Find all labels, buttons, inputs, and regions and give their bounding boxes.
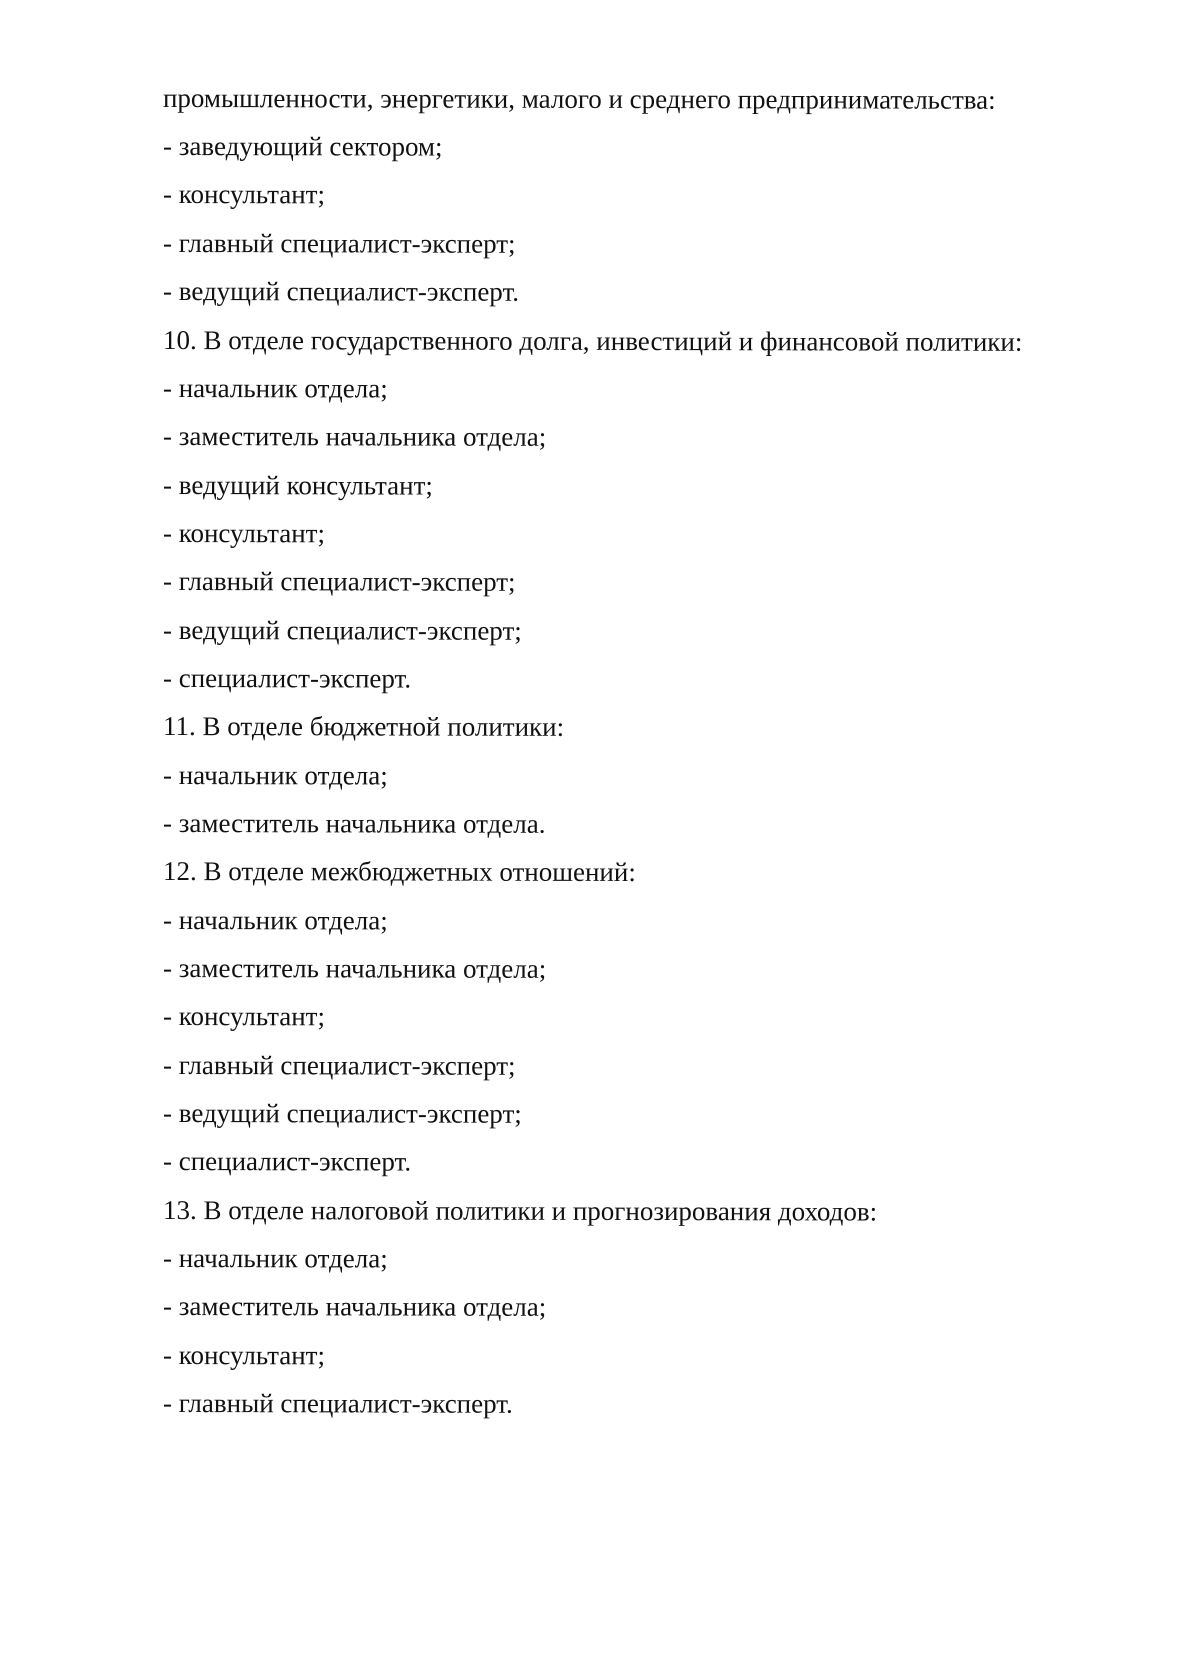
document-line-14: 11. В отделе бюджетной политики: xyxy=(162,711,565,742)
document-line-6: 10. В отделе государственного долга, инвестиций и финансовой политики: xyxy=(162,325,1023,357)
document-line-21: - главный специалист-эксперт; xyxy=(162,1050,516,1081)
document-line-16: - заместитель начальника отдела. xyxy=(162,808,546,839)
document-line-27: - консультант; xyxy=(162,1340,326,1371)
document-line-22: - ведущий специалист-эксперт; xyxy=(162,1098,522,1129)
document-line-24: 13. В отделе налоговой политики и прогнозирования доходов: xyxy=(162,1195,878,1227)
document-line-26: - заместитель начальника отдела; xyxy=(162,1291,547,1322)
document-line-11: - главный специалист-эксперт; xyxy=(162,566,516,597)
document-line-7: - начальник отдела; xyxy=(162,373,388,404)
document-line-23: - специалист-эксперт. xyxy=(162,1146,412,1177)
document-line-2: - заведующий сектором; xyxy=(162,131,443,162)
document-line-9: - ведущий консультант; xyxy=(162,470,433,501)
document-line-5: - ведущий специалист-эксперт. xyxy=(162,276,520,307)
document-line-20: - консультант; xyxy=(162,1001,326,1032)
document-line-15: - начальник отдела; xyxy=(162,760,388,791)
document-line-17: 12. В отделе межбюджетных отношений: xyxy=(162,856,636,887)
document-line-13: - специалист-эксперт. xyxy=(162,663,412,694)
document-line-18: - начальник отдела; xyxy=(162,905,388,936)
document-line-10: - консультант; xyxy=(162,518,326,549)
document-line-1: промышленности, энергетики, малого и среднего предпринимательства: xyxy=(162,83,996,115)
document-line-25: - начальник отдела; xyxy=(162,1243,388,1274)
document-line-8: - заместитель начальника отдела; xyxy=(162,421,547,452)
document-line-12: - ведущий специалист-эксперт; xyxy=(162,615,522,646)
document-line-3: - консультант; xyxy=(162,179,326,210)
document-line-19: - заместитель начальника отдела; xyxy=(162,953,547,984)
document-line-28: - главный специалист-эксперт. xyxy=(162,1388,513,1419)
document-line-4: - главный специалист-эксперт; xyxy=(162,228,516,259)
